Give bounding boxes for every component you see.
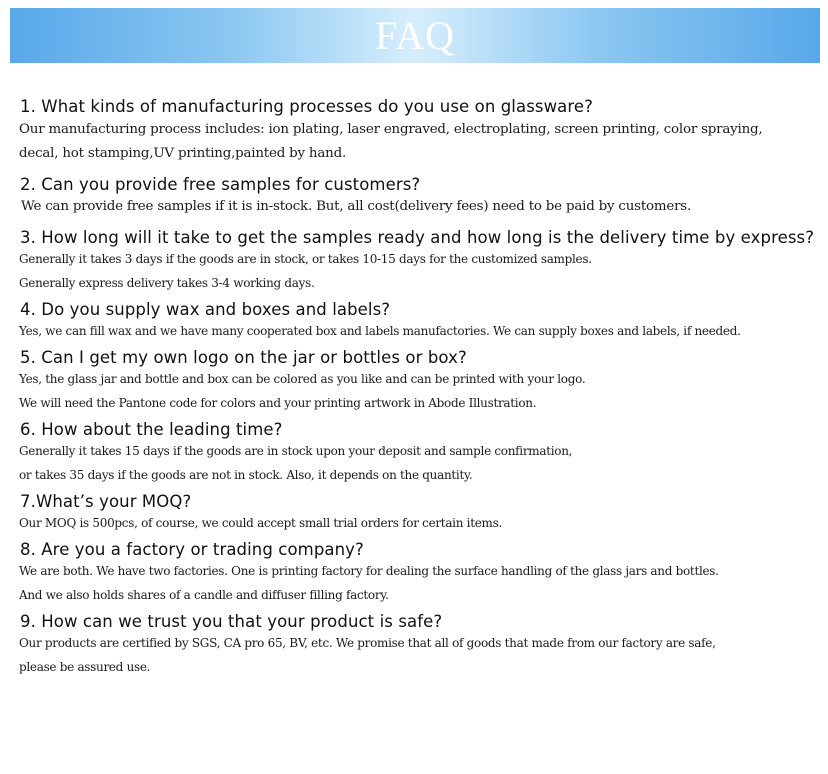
faq-header-banner: [10, 8, 820, 63]
faq-question-7: 7.What’s your MOQ?: [20, 492, 192, 511]
faq-question-5: 5. Can I get my own logo on the jar or bottles or box?: [20, 348, 467, 367]
faq-answer-1-line-1: Our manufacturing process includes: ion plating, laser engraved, electroplating, screen printing, color spraying,: [19, 122, 763, 137]
faq-question-6: 6. How about the leading time?: [20, 420, 283, 439]
faq-question-1: 1. What kinds of manufacturing processes do you use on glassware?: [20, 97, 594, 116]
page-title: FAQ: [374, 12, 456, 58]
faq-question-4: 4. Do you supply wax and boxes and labels?: [20, 300, 391, 319]
faq-question-2: 2. Can you provide free samples for customers?: [20, 175, 421, 194]
faq-answer-6-line-2: or takes 35 days if the goods are not in stock. Also, it depends on the quantity.: [19, 468, 473, 482]
faq-answer-8-line-2: And we also holds shares of a candle and diffuser filling factory.: [19, 588, 389, 602]
faq-answer-9-line-1: Our products are certified by SGS, CA pro 65, BV, etc. We promise that all of goods that made from our factory are safe,: [19, 636, 716, 650]
faq-answer-5-line-1: Yes, the glass jar and bottle and box can be colored as you like and can be printed with your logo.: [19, 372, 586, 386]
faq-answer-7-line-1: Our MOQ is 500pcs, of course, we could accept small trial orders for certain items.: [19, 516, 502, 530]
faq-answer-1-line-2: decal, hot stamping,UV printing,painted by hand.: [19, 146, 346, 161]
faq-answer-5-line-2: We will need the Pantone code for colors and your printing artwork in Abode Illustration.: [19, 396, 537, 410]
faq-answer-3-line-1: Generally it takes 3 days if the goods are in stock, or takes 10-15 days for the customized samples.: [19, 252, 592, 266]
faq-answer-8-line-1: We are both. We have two factories. One is printing factory for dealing the surface handling of the glass jars and bottles.: [19, 564, 719, 578]
faq-question-3: 3. How long will it take to get the samples ready and how long is the delivery time by express?: [20, 228, 815, 247]
faq-answer-4-line-1: Yes, we can fill wax and we have many cooperated box and labels manufactories. We can supply boxes and labels, if needed.: [19, 324, 741, 338]
faq-answer-3-line-2: Generally express delivery takes 3-4 working days.: [19, 276, 315, 290]
faq-answer-6-line-1: Generally it takes 15 days if the goods are in stock upon your deposit and sample confirmation,: [19, 444, 573, 458]
faq-question-8: 8. Are you a factory or trading company?: [20, 540, 364, 559]
faq-question-9: 9. How can we trust you that your product is safe?: [20, 612, 443, 631]
faq-answer-9-line-2: please be assured use.: [19, 660, 151, 674]
faq-answer-2-line-1: We can provide free samples if it is in-stock. But, all cost(delivery fees) need to be paid by customers.: [21, 199, 692, 214]
